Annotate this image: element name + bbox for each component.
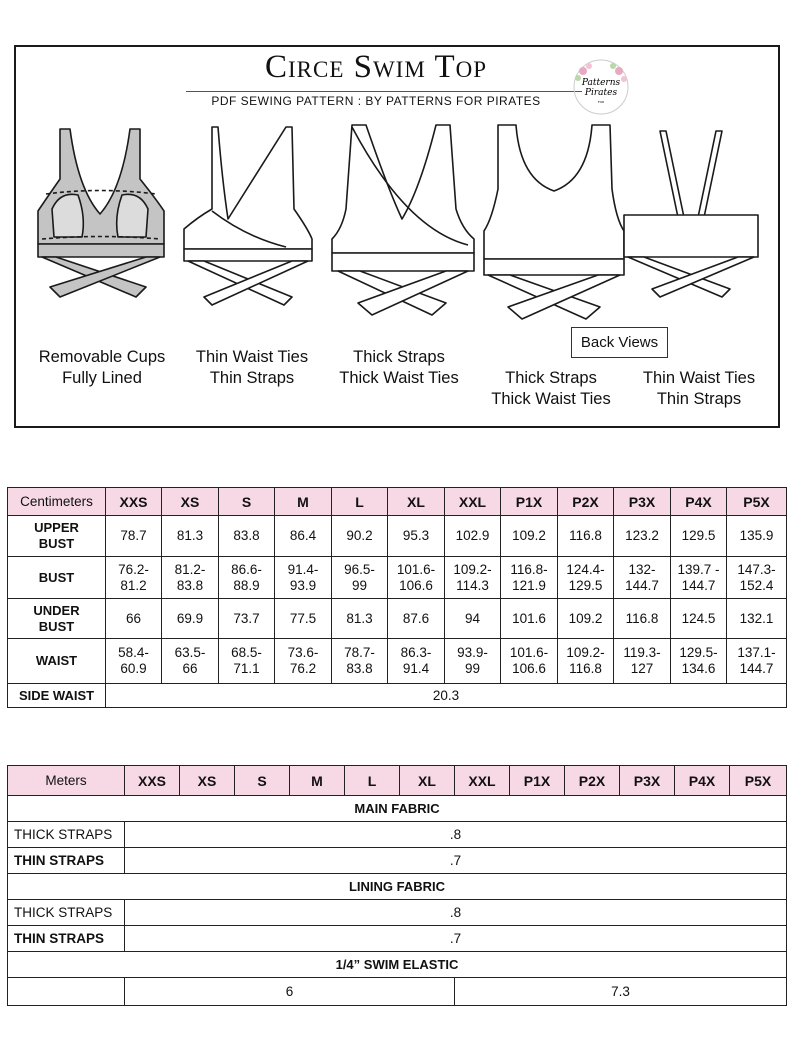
caption-view-1 <box>24 347 180 389</box>
measurement-cell <box>162 599 219 639</box>
view-removable-cups <box>38 129 164 297</box>
measurement-cell <box>219 599 275 639</box>
pattern-title: Circe Swim Top <box>264 49 488 85</box>
measurement-cell <box>727 639 787 684</box>
measurement-line: 93.9 <box>289 577 317 593</box>
table-row <box>8 684 787 708</box>
measurement-cell <box>332 639 388 684</box>
measurement-line: 76.2- <box>118 561 149 577</box>
measurement-cell <box>614 599 671 639</box>
measurement-line: 58.4- <box>118 645 149 660</box>
measurement-line: 76.2 <box>289 661 317 676</box>
measurement-cell <box>614 557 671 599</box>
measurement-cell <box>275 516 332 557</box>
measurement-line: 129.5- <box>679 645 718 660</box>
row-label-line: UPPER <box>34 520 79 535</box>
measurement-line: 144.7 <box>681 577 716 593</box>
main-thick-value: .8 <box>125 822 787 848</box>
measurement-cell <box>332 557 388 599</box>
measurement-line: 116.8- <box>510 561 548 577</box>
row-label <box>8 557 106 599</box>
measurement-cell <box>275 557 332 599</box>
size-header: P5X <box>727 488 787 516</box>
pattern-panel <box>14 45 780 428</box>
fabric-requirements-meters <box>7 765 787 1006</box>
measurement-line: 94 <box>464 610 481 626</box>
measurement-line: 109.2 <box>568 610 603 626</box>
elastic-value-plus-sizes: 7.3 <box>455 978 787 1006</box>
row-label <box>8 599 106 639</box>
patterns-for-pirates-logo <box>571 57 631 117</box>
measurement-line: 123.2 <box>625 528 659 543</box>
measurement-cell <box>501 516 558 557</box>
table-row <box>8 822 787 848</box>
measurement-cell <box>671 557 727 599</box>
row-label-line: WAIST <box>35 653 78 668</box>
row-label-thick-straps: THICK STRAPS <box>8 900 125 926</box>
size-header: M <box>275 488 332 516</box>
measurement-line: 144.7 <box>625 577 659 593</box>
size-header: XS <box>162 488 219 516</box>
size-header: P2X <box>558 488 614 516</box>
measurement-line: 124.5 <box>681 610 716 626</box>
measurement-line: 91.4 <box>402 661 430 676</box>
view-thin-ties-thin-straps <box>184 127 312 305</box>
svg-text:Pirates: Pirates <box>584 88 618 98</box>
measurement-cell <box>671 639 727 684</box>
table-header-row <box>8 766 787 796</box>
table-row <box>8 516 787 557</box>
measurement-line: 86.3- <box>400 645 432 660</box>
size-header: P4X <box>671 488 727 516</box>
measurement-cell <box>445 557 501 599</box>
measurement-cell <box>671 599 727 639</box>
caption-line: Fully Lined <box>62 369 142 387</box>
measurement-line: 73.6- <box>287 645 319 660</box>
measurement-line: 121.9 <box>512 577 546 593</box>
measurement-line: 77.5 <box>289 610 317 626</box>
size-header: P5X <box>730 766 787 796</box>
measurement-line: 119.3- <box>623 645 661 660</box>
measurement-line: 83.8 <box>233 528 260 543</box>
measurement-cell <box>501 599 558 639</box>
measurement-line: 60.9 <box>120 661 147 676</box>
section-row <box>8 952 787 978</box>
view-back-thin-straps <box>624 131 758 297</box>
caption-line: Thin Straps <box>209 369 295 387</box>
measurement-line: 109.2- <box>566 645 605 660</box>
view-thick-straps-wrap <box>332 125 474 315</box>
measurement-cell <box>162 557 219 599</box>
size-header: P1X <box>510 766 565 796</box>
size-header: S <box>235 766 290 796</box>
measurement-line: 87.6 <box>402 610 430 626</box>
measurement-line: 124.4- <box>566 561 605 577</box>
measurement-line: 86.4 <box>289 528 317 543</box>
side-waist-value: 20.3 <box>106 684 787 708</box>
measurement-line: 139.7 - <box>677 561 720 577</box>
measurement-line: 69.9 <box>176 610 204 626</box>
measurement-cell <box>614 639 671 684</box>
size-header: XXL <box>455 766 510 796</box>
size-header: XXS <box>125 766 180 796</box>
measurement-cell <box>388 516 445 557</box>
measurement-line: 116.8 <box>625 610 659 626</box>
caption-line: Thin Waist Ties <box>195 348 309 366</box>
row-label-thin-straps: THIN STRAPS <box>8 926 125 952</box>
size-header: L <box>332 488 388 516</box>
measurement-line: 86.6- <box>231 561 262 577</box>
lining-thin-value: .7 <box>125 926 787 952</box>
caption-line: Thin Straps <box>656 390 742 408</box>
measurement-cell <box>219 557 275 599</box>
caption-line: Thick Waist Ties <box>339 369 459 387</box>
measurement-line: 66 <box>125 610 142 626</box>
row-label <box>8 639 106 684</box>
size-header: XXL <box>445 488 501 516</box>
size-header: XS <box>180 766 235 796</box>
pattern-subtitle: PDF SEWING PATTERN : BY PATTERNS FOR PIRATES <box>211 94 541 108</box>
measurement-line: 68.5- <box>231 645 262 660</box>
view-back-thick-straps <box>484 125 624 319</box>
measurement-line: 88.9 <box>233 577 260 593</box>
measurement-line: 99 <box>351 577 368 593</box>
measurement-line: 101.6- <box>396 561 436 577</box>
measurement-line: 90.2 <box>346 528 373 543</box>
measurement-line: 114.3 <box>456 577 489 593</box>
caption-view-3 <box>324 347 474 389</box>
measurement-line: 93.9- <box>457 645 488 660</box>
measurement-line: 106.6 <box>399 577 433 593</box>
measurement-line: 83.8 <box>176 577 204 593</box>
measurement-line: 63.5- <box>174 645 206 660</box>
unit-header: Meters <box>8 766 125 796</box>
table-row <box>8 848 787 874</box>
measurement-line: 78.7- <box>344 645 375 660</box>
measurement-line: 96.5- <box>344 561 375 577</box>
caption-view-4 <box>476 368 626 410</box>
size-header: XL <box>400 766 455 796</box>
measurement-cell <box>388 557 445 599</box>
measurement-cell <box>332 599 388 639</box>
measurement-line: 127 <box>630 661 654 676</box>
caption-view-2 <box>180 347 324 389</box>
measurement-cell <box>388 599 445 639</box>
measurement-line: 147.3- <box>737 561 776 577</box>
measurement-line: 83.8 <box>346 661 373 676</box>
measurement-cell <box>614 516 671 557</box>
measurement-line: 137.1- <box>737 645 776 660</box>
measurement-line: 134.6 <box>681 661 716 676</box>
elastic-empty-cell <box>8 978 125 1006</box>
measurement-cell <box>388 639 445 684</box>
measurement-cell <box>219 516 275 557</box>
table-header-row <box>8 488 787 516</box>
measurement-line: 132.1 <box>739 610 774 626</box>
size-header: M <box>290 766 345 796</box>
measurement-cell <box>727 516 787 557</box>
measurement-cell <box>558 516 614 557</box>
measurement-line: 81.2- <box>174 561 206 577</box>
row-label-side-waist: SIDE WAIST <box>8 684 106 708</box>
measurement-line: 71.1 <box>233 661 260 676</box>
measurement-line: 95.3 <box>402 528 430 543</box>
main-fabric-heading: MAIN FABRIC <box>8 796 787 822</box>
measurement-line: 152.4 <box>739 577 774 593</box>
measurement-line: 129.5 <box>681 528 716 543</box>
measurement-cell <box>106 599 162 639</box>
measurement-line: 99 <box>464 661 481 676</box>
measurement-line: 135.9 <box>739 528 774 543</box>
measurement-cell <box>445 599 501 639</box>
measurement-line: 106.6 <box>512 661 546 676</box>
measurement-line: 81.3 <box>176 528 204 543</box>
title-divider <box>186 91 582 92</box>
measurement-cell <box>445 639 501 684</box>
size-header: P1X <box>501 488 558 516</box>
row-label-line: BUST <box>38 536 75 551</box>
size-header: P3X <box>620 766 675 796</box>
row-label <box>8 516 106 557</box>
main-thin-value: .7 <box>125 848 787 874</box>
measurement-line: 116.8 <box>569 528 602 543</box>
caption-line: Thin Waist Ties <box>642 369 756 387</box>
measurement-line: 81.2 <box>120 577 147 593</box>
measurement-line: 129.5 <box>568 577 603 593</box>
size-chart-centimeters <box>7 487 787 708</box>
measurement-line: 73.7 <box>233 610 260 626</box>
measurement-line: 101.6- <box>509 645 549 660</box>
section-row <box>8 874 787 900</box>
measurement-line: 81.3 <box>346 610 373 626</box>
measurement-cell <box>106 516 162 557</box>
svg-text:FOR: FOR <box>597 100 605 104</box>
measurement-cell <box>671 516 727 557</box>
measurement-line: 66 <box>182 661 198 676</box>
row-label-line: BUST <box>38 618 75 634</box>
row-label-thick-straps: THICK STRAPS <box>8 822 125 848</box>
size-header: P3X <box>614 488 671 516</box>
elastic-value-small-sizes: 6 <box>125 978 455 1006</box>
measurement-cell <box>106 639 162 684</box>
section-row <box>8 796 787 822</box>
measurement-line: 109.2 <box>512 528 546 543</box>
measurement-line: 91.4- <box>287 561 319 577</box>
measurement-line: 132- <box>628 561 656 577</box>
size-header: P2X <box>565 766 620 796</box>
lining-thick-value: .8 <box>125 900 787 926</box>
caption-view-5 <box>624 368 774 410</box>
lining-fabric-heading: LINING FABRIC <box>8 874 787 900</box>
measurement-line: 101.6 <box>512 610 546 626</box>
swim-elastic-heading: 1/4” SWIM ELASTIC <box>8 952 787 978</box>
measurement-cell <box>558 557 614 599</box>
caption-line: Thick Waist Ties <box>491 390 611 408</box>
caption-line: Removable Cups <box>38 348 166 366</box>
measurement-cell <box>727 557 787 599</box>
row-label-line: UNDER <box>33 602 80 618</box>
measurement-cell <box>445 516 501 557</box>
measurement-cell <box>558 599 614 639</box>
measurement-cell <box>501 557 558 599</box>
row-label-thin-straps: THIN STRAPS <box>8 848 125 874</box>
measurement-cell <box>162 516 219 557</box>
table-row <box>8 639 787 684</box>
garment-illustrations <box>16 119 782 329</box>
table-row <box>8 557 787 599</box>
measurement-cell <box>727 599 787 639</box>
size-header: XL <box>388 488 445 516</box>
measurement-line: 116.8 <box>569 661 602 676</box>
measurement-line: 102.9 <box>455 528 490 543</box>
unit-header: Centimeters <box>8 488 106 516</box>
measurement-cell <box>106 557 162 599</box>
table-row <box>8 926 787 952</box>
measurement-cell <box>275 639 332 684</box>
measurement-line: 78.7 <box>120 528 147 543</box>
measurement-cell <box>558 639 614 684</box>
table-row <box>8 599 787 639</box>
table-row <box>8 978 787 1006</box>
size-header: L <box>345 766 400 796</box>
measurement-cell <box>332 516 388 557</box>
measurement-cell <box>501 639 558 684</box>
size-header: XXS <box>106 488 162 516</box>
row-label-line: BUST <box>38 569 75 585</box>
size-header: S <box>219 488 275 516</box>
measurement-cell <box>219 639 275 684</box>
back-views-label: Back Views <box>571 327 668 358</box>
measurement-line: 144.7 <box>739 661 774 676</box>
caption-line: Thick Straps <box>353 348 445 366</box>
measurement-cell <box>275 599 332 639</box>
measurement-line: 109.2- <box>453 561 492 577</box>
table-row <box>8 900 787 926</box>
measurement-cell <box>162 639 219 684</box>
caption-line: Thick Straps <box>505 369 597 387</box>
svg-text:Patterns: Patterns <box>581 78 621 88</box>
size-header: P4X <box>675 766 730 796</box>
